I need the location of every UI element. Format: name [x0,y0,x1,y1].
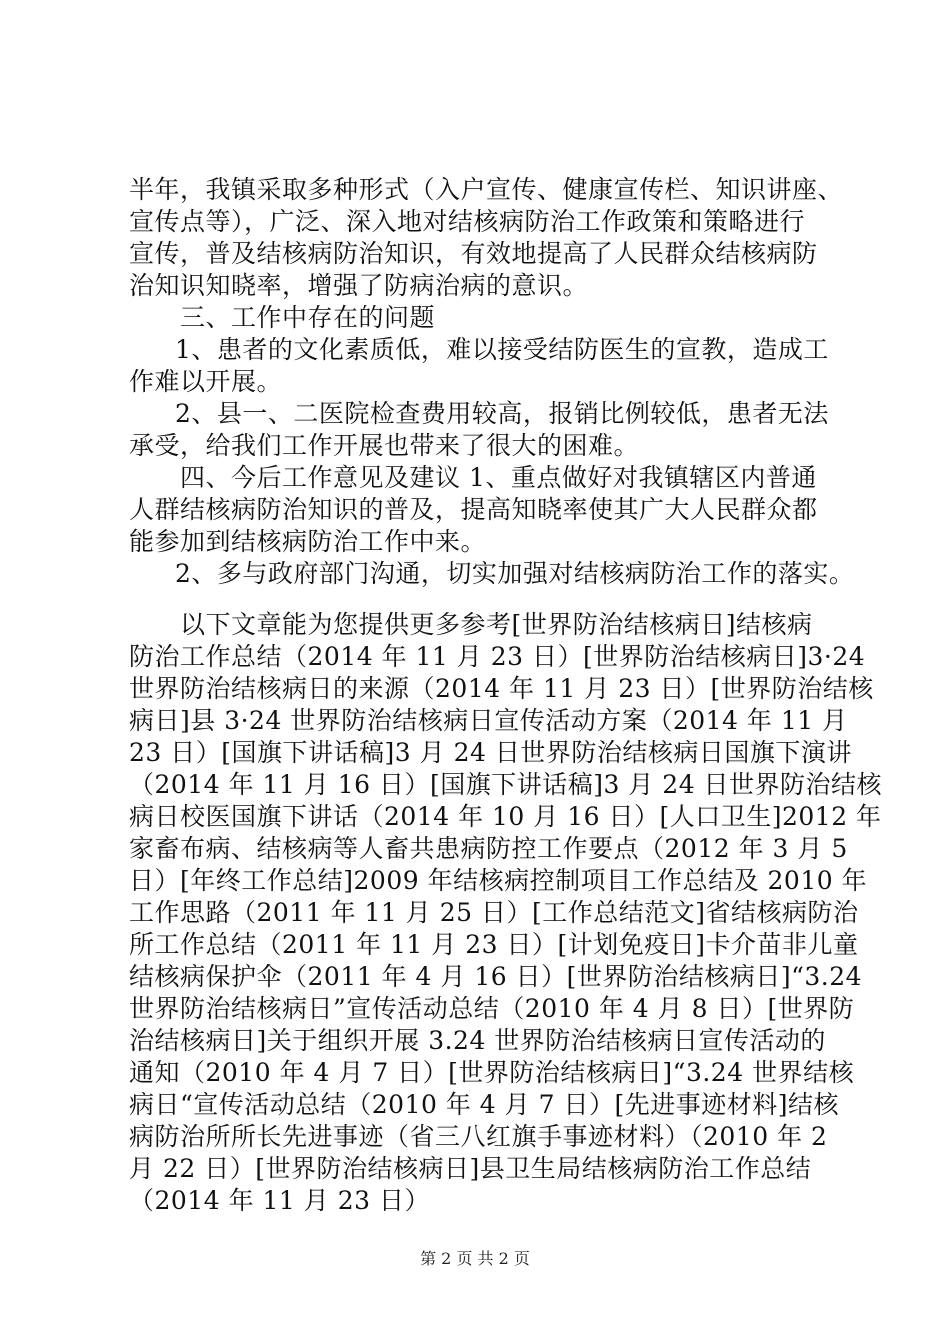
reference-line: 结核病保护伞（2011 年 4 月 16 日）[世界防治结核病日]“3.24 [129,962,863,991]
section-heading: 四、今后工作意见及建议 1、重点做好对我镇辖区内普通 [180,463,817,492]
reference-line: 防治工作总结（2014 年 11 月 23 日）[世界防治结核病日]3·24 [129,642,866,671]
body-line: 承受，给我们工作开展也带来了很大的困难。 [129,431,640,460]
body-line: 宣传点等），广泛、深入地对结核病防治工作政策和策略进行 [129,207,806,236]
reference-line: 世界防治结核病日的来源（2014 年 11 月 23 日）[世界防治结核 [129,674,874,703]
reference-line: 病日“宣传活动总结（2010 年 4 月 7 日）[先进事迹材料]结核 [129,1090,839,1119]
body-line: 2、多与政府部门沟通，切实加强对结核病防治工作的落实。 [175,559,855,588]
reference-line: 通知（2010 年 4 月 7 日）[世界防治结核病日]“3.24 世界结核 [129,1058,855,1087]
reference-line: 病防治所所长先进事迹（省三八红旗手事迹材料）（2010 年 2 [129,1122,828,1151]
reference-line: 世界防治结核病日”宣传活动总结（2010 年 4 月 8 日）[世界防 [129,994,855,1023]
reference-line: （2014 年 11 月 16 日）[国旗下讲话稿]3 月 24 日世界防治结核 [129,770,883,799]
reference-line: 所工作总结（2011 年 11 月 23 日）[计划免疫日]卡介苗非儿童 [129,930,859,959]
reference-line: 治结核病日]关于组织开展 3.24 世界防治结核病日宣传活动的 [129,1026,826,1055]
body-line: 1、患者的文化素质低，难以接受结防医生的宣教，造成工 [175,335,829,364]
reference-line: 月 22 日）[世界防治结核病日]县卫生局结核病防治工作总结 [129,1154,812,1183]
body-line: 半年，我镇采取多种形式（入户宣传、健康宣传栏、知识讲座、 [129,175,844,204]
body-line: 作难以开展。 [129,367,283,396]
body-line: 能参加到结核病防治工作中来。 [129,527,487,556]
body-line: 治知识知晓率，增强了防病治病的意识。 [129,271,589,300]
body-line: 2、县一、二医院检查费用较高，报销比例较低，患者无法 [175,399,829,428]
reference-line: 日）[年终工作总结]2009 年结核病控制项目工作总结及 2010 年 [129,866,868,895]
reference-line: 工作思路（2011 年 11 月 25 日）[工作总结范文]省结核病防治 [129,898,859,927]
reference-line: 病日校医国旗下讲话（2014 年 10 月 16 日）[人口卫生]2012 年 [129,802,882,831]
reference-line: （2014 年 11 月 23 日） [129,1186,430,1215]
section-heading: 三、工作中存在的问题 [180,303,436,332]
reference-line: 23 日）[国旗下讲话稿]3 月 24 日世界防治结核病日国旗下演讲 [129,738,852,767]
body-line: 宣传，普及结核病防治知识，有效地提高了人民群众结核病防 [129,239,818,268]
reference-line: 家畜布病、结核病等人畜共患病防控工作要点（2012 年 3 月 5 [129,834,848,863]
reference-line: 病日]县 3·24 世界防治结核病日宣传活动方案（2014 年 11 月 [129,706,848,735]
reference-line: 以下文章能为您提供更多参考[世界防治结核病日]结核病 [180,610,813,639]
page-footer: 第 2 页 共 2 页 [420,1249,530,1268]
body-line: 人群结核病防治知识的普及，提高知晓率使其广大人民群众都 [129,495,818,524]
